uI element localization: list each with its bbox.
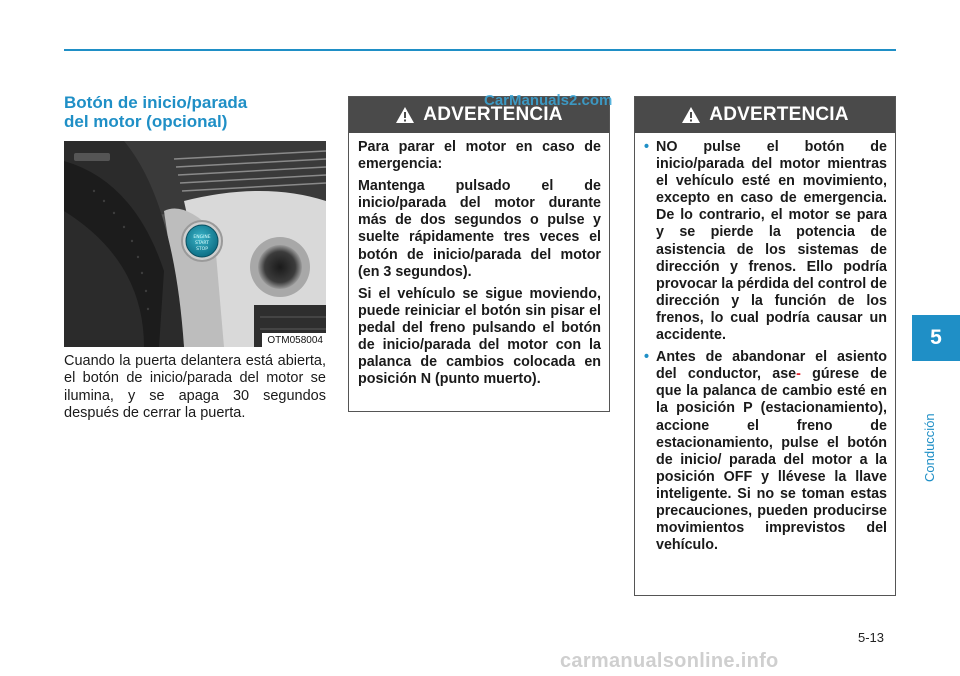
warning-box-emergency-stop [348, 96, 610, 412]
button-label-line2: START [195, 241, 209, 246]
chapter-label: Conducción [922, 413, 937, 482]
dashboard-illustration [64, 141, 326, 347]
warning-paragraph: Para parar el motor en caso de emergencia: [358, 139, 601, 173]
button-label-line3: STOP [196, 247, 208, 252]
watermark-text: CarManuals2.com [484, 92, 613, 109]
button-label-line1: ENGINE [193, 235, 211, 240]
warning-list [644, 139, 887, 554]
footer-watermark: carmanualsonline.info [560, 650, 779, 672]
warning-text-part: gúrese de que la palanca de cambio esté en la posición P (estacionamiento), accione el freno de estacionamiento, pulse el botón de inicio/ parada del motor a la posición OFF y llévese la llave inteligente. Si no se toman estas precauciones, pueden producirse movimientos imprevistos del vehículo. [656, 366, 887, 554]
chapter-tab: 5 [912, 315, 960, 361]
figure-caption: OTM058004 [262, 333, 326, 347]
warning-list-item: • NO pulse el botón de inicio/parada del motor mientras el vehículo esté en movimiento, excepto en caso de emergencia. De lo contrario, el motor se para y se pierde la potencia de asistencia de los sistemas de dirección y frenos. Ello podría provocar la pérdida del control de dirección y la función de los frenos, lo cual podría causar un accidente. [644, 139, 887, 344]
warning-box-driving [634, 96, 896, 596]
top-rule [64, 49, 896, 51]
warning-header-label: ADVERTENCIA [709, 104, 849, 125]
warning-paragraph: Mantenga pulsado el de inicio/parada del motor durante más de dos segundos o pulse y suelte rápidamente tres veces el botón de inicio/parada del motor (en 3 segundos). [358, 178, 601, 280]
engine-start-button-photo [64, 141, 326, 347]
warning-header-label: ADVERTENCIA [423, 104, 563, 125]
section-title-line1: Botón de inicio/parada [64, 93, 248, 112]
warning-header [635, 97, 895, 133]
body-paragraph: Cuando la puerta delantera está abierta, el botón de inicio/parada del motor se ilumina, y se apaga 30 segundos después de cerrar la puerta. [64, 353, 326, 421]
warning-triangle-icon [681, 106, 701, 124]
warning-body [635, 133, 895, 554]
section-title-line2: del motor (opcional) [64, 112, 228, 131]
warning-list-item [644, 349, 887, 554]
hyphen-mark: - [796, 366, 801, 383]
warning-triangle-icon [395, 106, 415, 124]
page-number: 5-13 [858, 630, 885, 645]
warning-paragraph: Si el vehículo se sigue moviendo, puede reiniciar el botón sin pisar el pedal del freno pulsando el botón de inicio/parada del motor con la palanca de cambios colocada en posición N (punto muerto). [358, 285, 601, 388]
warning-body [349, 133, 609, 388]
warning-text-part: Antes de abandonar el asiento del conductor, ase [656, 349, 887, 383]
section-title [64, 93, 334, 131]
